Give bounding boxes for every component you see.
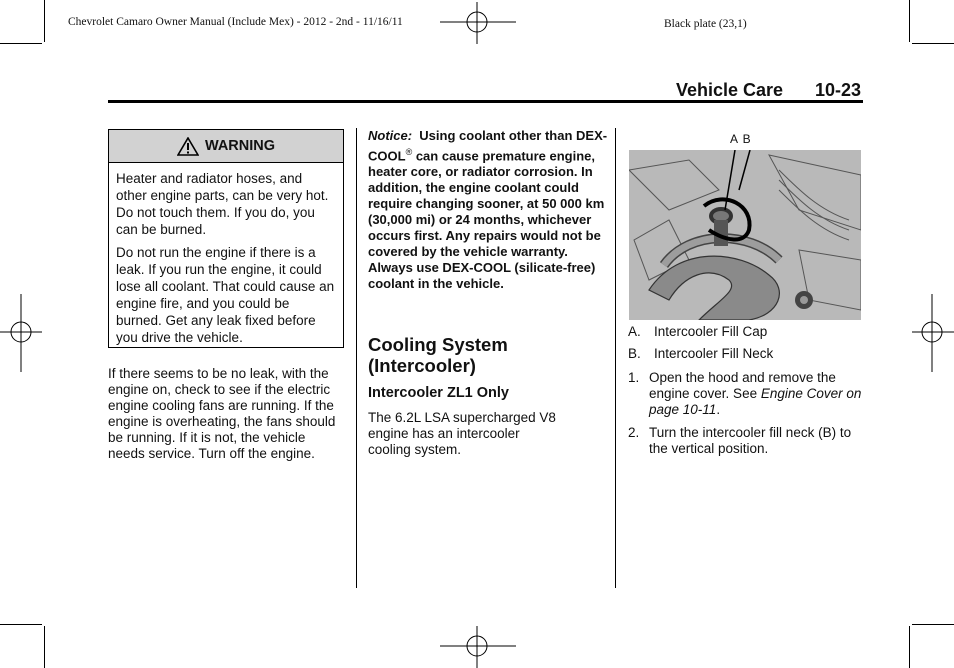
crop-mark xyxy=(909,0,910,42)
column-divider xyxy=(615,128,616,588)
registration-mark-bottom xyxy=(440,624,516,668)
step-text-before: Open the hood and remove the engine cover. See xyxy=(649,370,836,401)
cross-reference-link[interactable]: Engine Cover on page 10-11 xyxy=(649,386,862,417)
registration-mark-top xyxy=(440,2,516,46)
crop-mark xyxy=(44,626,45,668)
print-info: Chevrolet Camaro Owner Manual (Include Mex) - 2012 - 2nd - 11/16/11 xyxy=(68,16,403,28)
crop-mark xyxy=(909,626,910,668)
step-number: 2. xyxy=(628,425,640,440)
leak-check-paragraph: If there seems to be no leak, with the engine on, check to see if the electric engine cooling fans are running. If the engine is overheating, the fans should be running. If it is not, the vehicle needs service. Turn off the engine. xyxy=(108,366,336,461)
warning-paragraph: Do not run the engine if there is a leak. If you run the engine, it could lose all coolant. That could cause an engine fire, and you could be burned. Get any leak fixed before you drive the vehicle. xyxy=(116,245,335,345)
legend-text: Intercooler Fill Neck xyxy=(654,346,774,361)
section-heading: Cooling System (Intercooler) xyxy=(368,334,508,376)
registration-mark-right xyxy=(910,294,954,372)
registration-mark-left xyxy=(0,294,44,372)
step-text-before: Turn the intercooler fill neck (B) to the vertical position. xyxy=(649,425,852,456)
header-rule xyxy=(108,100,863,103)
plate-info: Black plate (23,1) xyxy=(664,18,747,30)
warning-icon xyxy=(177,137,199,156)
warning-paragraph: Heater and radiator hoses, and other engine parts, can be very hot. Do not touch them. If you do, you can be burned. xyxy=(116,171,329,237)
section-title: Vehicle Care xyxy=(676,80,784,100)
notice-text: Using coolant other than DEX-COOL xyxy=(368,128,608,164)
page-number: 10-23 xyxy=(815,80,862,100)
legend-key: A. xyxy=(628,324,641,339)
crop-mark xyxy=(912,43,954,44)
intro-paragraph: The 6.2L LSA supercharged V8 engine has an intercooler cooling system. xyxy=(368,410,556,457)
column-divider xyxy=(356,128,357,588)
legend-key: B. xyxy=(628,346,641,361)
crop-mark xyxy=(44,0,45,42)
notice-label: Notice: xyxy=(368,128,413,143)
legend-item xyxy=(628,324,767,340)
warning-header xyxy=(109,130,343,163)
step-text-after: . xyxy=(716,402,721,417)
crop-mark xyxy=(0,624,42,625)
step-text xyxy=(649,370,864,418)
legend-text: Intercooler Fill Cap xyxy=(654,324,768,339)
crop-mark xyxy=(0,43,42,44)
notice-text: can cause premature engine, heater core, or radiator corrosion. In addition, the engine coolant could require changing sooner, at 50 000 km (30,000 mi) or 24 months, whichever occurs first. Any repairs would not be covered by the vehicle warranty. Always use DEX-COOL (silicate-free) coolant in the vehicle. xyxy=(368,148,605,292)
warning-body xyxy=(109,163,343,346)
legend-item xyxy=(628,346,773,362)
registered-mark: ® xyxy=(405,147,413,157)
warning-title: WARNING xyxy=(204,138,276,154)
crop-mark xyxy=(912,624,954,625)
step-text xyxy=(649,425,859,457)
subheading: Intercooler ZL1 Only xyxy=(368,385,509,401)
engine-photo xyxy=(629,150,861,320)
step-number: 1. xyxy=(628,370,640,385)
figure-callouts: A B xyxy=(730,132,752,146)
warning-box xyxy=(108,129,344,348)
notice xyxy=(368,128,608,292)
